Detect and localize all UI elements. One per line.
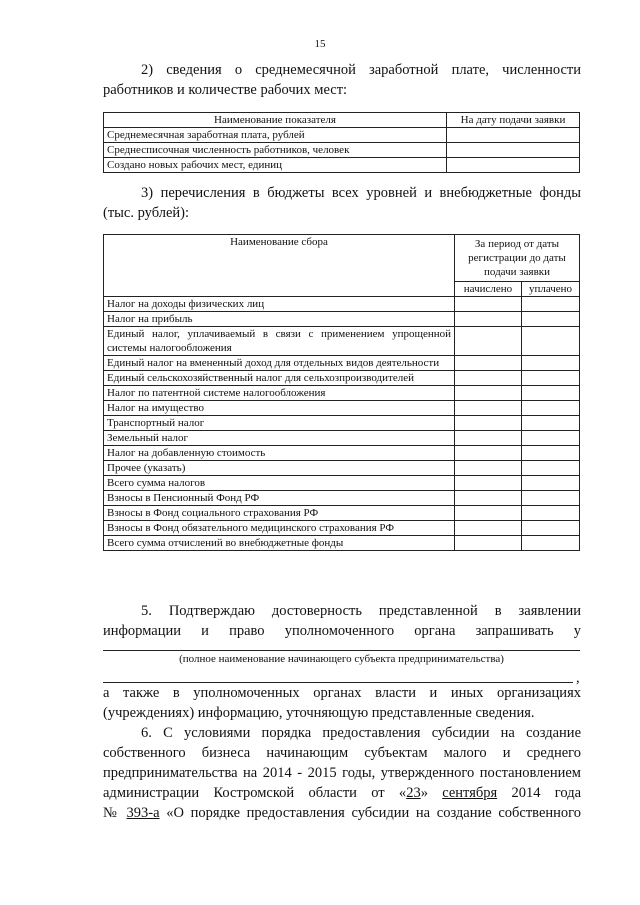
row-label: Всего сумма налогов: [104, 476, 455, 491]
row-label: Налог на имущество: [104, 401, 455, 416]
decree-number: 393-а: [126, 805, 160, 821]
value-cell: [447, 143, 580, 158]
value-cell: [522, 476, 580, 491]
value-cell: [455, 521, 522, 536]
section2-intro-line2: работников и количестве рабочих мест:: [103, 82, 348, 98]
column-header: На дату подачи заявки: [447, 113, 580, 128]
row-label: Транспортный налог: [104, 416, 455, 431]
para5-line2: информации и право уполномоченного органа запрашивать у: [103, 623, 581, 639]
table-row: [104, 327, 580, 356]
value-cell: [455, 386, 522, 401]
subject-name-line: [103, 650, 580, 651]
value-cell: [522, 536, 580, 551]
table-row: [104, 128, 580, 143]
table-row: [104, 297, 580, 312]
row-label: Всего сумма отчислений во внебюджетные фонды: [104, 536, 455, 551]
value-cell: [522, 416, 580, 431]
row-label: Взносы в Пенсионный Фонд РФ: [104, 491, 455, 506]
section2-intro-line1: 2) сведения о среднемесячной заработной плате, численности: [141, 62, 581, 78]
value-cell: [455, 491, 522, 506]
section3-intro-line2: (тыс. рублей):: [103, 205, 190, 221]
row-label: Единый налог на вмененный доход для отдельных видов деятельности: [104, 356, 455, 371]
table-row: [104, 386, 580, 401]
line-comma: ,: [576, 670, 580, 686]
payments-table: [103, 234, 580, 551]
value-cell: [455, 312, 522, 327]
row-label: Налог по патентной системе налогообложения: [104, 386, 455, 401]
decree-day: 23: [406, 785, 421, 801]
column-header: Наименование показателя: [104, 113, 447, 128]
row-label: Взносы в Фонд социального страхования РФ: [104, 506, 455, 521]
value-cell: [522, 327, 580, 356]
table-row: [104, 521, 580, 536]
para5-line3: а также в уполномоченных органах власти и иных организациях: [103, 685, 581, 701]
para6-line4: администрации Костромской области от «23» сентября 2014 года: [103, 785, 582, 801]
table-row: [104, 158, 580, 173]
column-subheader: начислено: [455, 282, 522, 297]
table-row: [104, 536, 580, 551]
para5-line4: (учреждениях) информацию, уточняющую представленные сведения.: [103, 705, 535, 721]
value-cell: [455, 371, 522, 386]
value-cell: [447, 128, 580, 143]
page-number: 15: [314, 38, 326, 50]
row-label: Налог на добавленную стоимость: [104, 446, 455, 461]
value-cell: [455, 431, 522, 446]
table-row: [104, 312, 580, 327]
table-row: [104, 446, 580, 461]
value-cell: [455, 476, 522, 491]
table-row: [104, 461, 580, 476]
value-cell: [522, 446, 580, 461]
value-cell: [455, 327, 522, 356]
para6-line3: предпринимательства на 2014 - 2015 годы, утвержденного постановлением: [103, 765, 581, 781]
para6-line2: собственного бизнеса начинающим субъектам малого и среднего: [103, 745, 581, 761]
row-label: Налог на прибыль: [104, 312, 455, 327]
table-row: [104, 491, 580, 506]
value-cell: [522, 297, 580, 312]
value-cell: [455, 297, 522, 312]
value-cell: [522, 521, 580, 536]
subject-name-caption: (полное наименование начинающего субъекта предпринимательства): [179, 653, 504, 665]
value-cell: [455, 461, 522, 476]
table-header-row: [104, 235, 580, 282]
row-label: Единый сельскохозяйственный налог для сельхозпроизводителей: [104, 371, 455, 386]
value-cell: [455, 356, 522, 371]
column-header: Наименование сбора: [104, 235, 455, 297]
para6-line1: 6. С условиями порядка предоставления субсидии на создание: [141, 725, 581, 741]
row-label: Среднесписочная численность работников, человек: [104, 143, 447, 158]
table-row: [104, 506, 580, 521]
table-row: [104, 476, 580, 491]
row-label: Создано новых рабочих мест, единиц: [104, 158, 447, 173]
table-header-row: [104, 113, 580, 128]
value-cell: [522, 461, 580, 476]
value-cell: [455, 506, 522, 521]
table-row: [104, 371, 580, 386]
para6-line5: № 393-а «О порядке предоставления субсидии на создание собственного: [103, 805, 581, 821]
value-cell: [455, 416, 522, 431]
value-cell: [522, 356, 580, 371]
value-cell: [522, 431, 580, 446]
row-label: Единый налог, уплачиваемый в связи с применением упрощенной системы налогообложения: [104, 327, 455, 356]
table-row: [104, 356, 580, 371]
row-label: Прочее (указать): [104, 461, 455, 476]
column-header: За период от даты регистрации до даты подачи заявки: [455, 235, 580, 282]
value-cell: [447, 158, 580, 173]
decree-month: сентября: [442, 785, 498, 801]
value-cell: [522, 401, 580, 416]
value-cell: [522, 371, 580, 386]
table-row: [104, 431, 580, 446]
section3-intro-line1: 3) перечисления в бюджеты всех уровней и внебюджетные фонды: [141, 185, 581, 201]
para5-line1: 5. Подтверждаю достоверность представленной в заявлении: [141, 603, 581, 619]
value-cell: [455, 401, 522, 416]
row-label: Взносы в Фонд обязательного медицинского страхования РФ: [104, 521, 455, 536]
table-row: [104, 143, 580, 158]
value-cell: [522, 506, 580, 521]
row-label: Налог на доходы физических лиц: [104, 297, 455, 312]
value-cell: [522, 386, 580, 401]
value-cell: [522, 491, 580, 506]
row-label: Земельный налог: [104, 431, 455, 446]
row-label: Среднемесячная заработная плата, рублей: [104, 128, 447, 143]
value-cell: [455, 446, 522, 461]
value-cell: [455, 536, 522, 551]
table-row: [104, 416, 580, 431]
value-cell: [522, 312, 580, 327]
table-row: [104, 401, 580, 416]
column-subheader: уплачено: [522, 282, 580, 297]
indicators-table: [103, 112, 580, 173]
